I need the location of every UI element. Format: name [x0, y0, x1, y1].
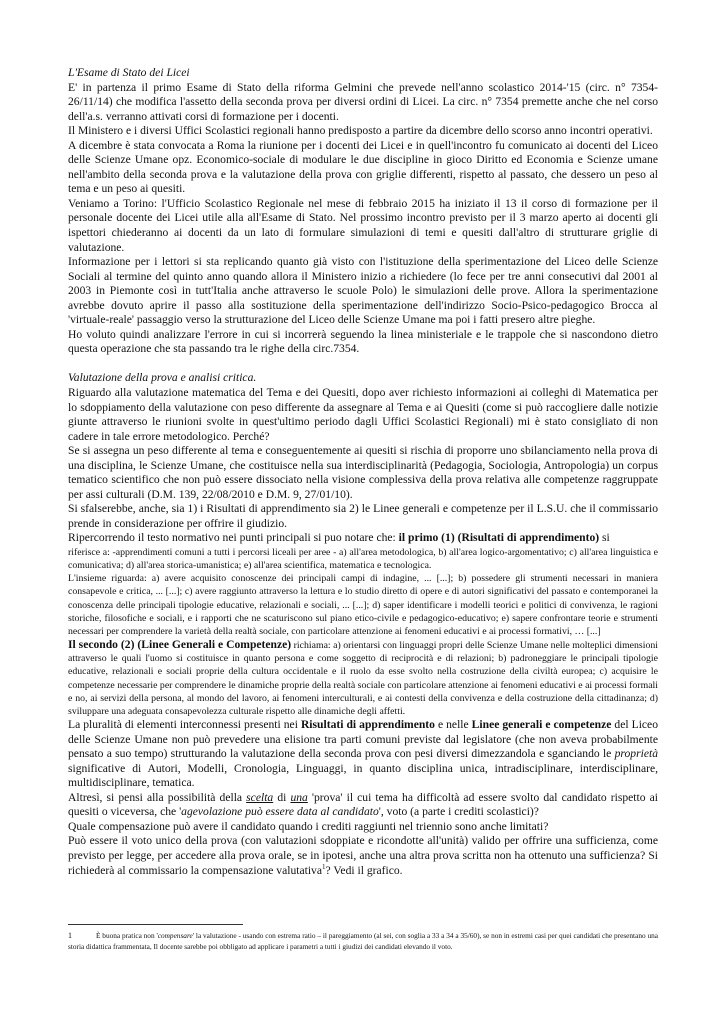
footnote-reference[interactable]: 1 — [322, 862, 326, 871]
section-heading-valutazione: Valutazione della prova e analisi critica. — [68, 371, 257, 385]
paragraph-ripercorrendo: Ripercorrendo il testo normativo nei punti principali si puo notare che: il primo (1) (Risultati di apprendimento) si — [68, 531, 610, 545]
paragraph-matematica: Riguardo alla valutazione matematica del Tema e dei Quesiti, dopo aver richiesto informazioni ai colleghi di Matematica per lo sdoppiamento della valutazione con peso differente da assegnare al Tema e ai Quesiti (come si può raccogliere dalle notizie giunte attraverso le riunioni svolte in quest'ultimo periodo dagli Uffici Scolastici Regionali) mi è stato consigliato di non cadere in tale errore metodologico. Perché? — [68, 385, 658, 443]
paragraph-voto-unico: Può essere il voto unico della prova (con valutazioni sdoppiate e ricondotte all'unità) valido per offrire una sufficienza, come previsto per legge, per accedere alla prova orale, se in ipotesi, anche una altra prova scritta non ha ottenuto una sufficienza? Si richiederà al commissario la compensazione valutativa$^1$? Vedi il grafico. — [68, 834, 658, 877]
paragraph-informazione: Informazione per i lettori si sta replicando quanto già visto con l'istituzione della sperimentazione del Liceo delle Scienze Sociali al termine del quinto anno quando allora il Ministero inizio a richiedere (lo fece per tre anni consecutivi dal 2001 al 2003 in Piemonte così in tutt'Italia anche attraverso le scuole Polo) le simulazioni delle prove. Allora la sperimentazione avrebbe dovuto aprire il passo alla sostituzione della sperimentazione dell'indirizzo Socio-Psico-pedagogico Brocca al 'virtuale-reale' passaggio verso la strutturazione del Liceo delle Scienze Umane ma poi i fatti presero altre pieghe. — [68, 255, 658, 327]
paragraph-errore: Ho voluto quindi analizzare l'errore in cui si incorrerà seguendo la linea ministeriale e le trappole che si nascondono dietro questa operazione che sta passando tra le righe della circ.7354. — [68, 327, 658, 356]
footnote-separator — [68, 924, 243, 925]
paragraph-compensazione: Quale compensazione può avere il candidato quando i crediti raggiunti nel triennio sono anche limitati? — [68, 819, 549, 833]
small-paragraph-insieme: L'insieme riguarda: a) avere acquisito conoscenze dei principali campi di indagine, ... [...]; b) possedere gli strumenti necessari in maniera consapevole e critica, ... [...]; c) avere raggiunto attraverso la lettura e lo studio diretto di opere e di autori significativi del passato e contemporanei la conoscenza delle principali tipologie educative, relazionali e sociali, ... [...]; d) saper identificare i modelli teorici e politici di convivenza, le ragioni storiche, filosofiche e sociali, e i rapporti che ne scaturiscono sul piano etico-civile e pedagogico-educativo; e) sapere confrontare teorie e strumenti necessari per comprendere la varietà della realtà sociale, con particolare attenzione ai fenomeni educativi e ai processi formativi, … [...] — [68, 573, 658, 637]
paragraph-ministero: Il Ministero e i diversi Uffici Scolastici regionali hanno predisposto a partire da dicembre dello scorso anno incontri operativi. — [68, 124, 653, 138]
footnote: 1 È buona pratica non 'compensare' la valutazione - usando con estrema ratio – il pareggiamento (al sei, con soglia a 33 a 34 a 35/60), se non in estremi casi per quei candidati che presentano una storia didattica frammentata, Il docente sarebbe poi obbligato ad applicare i parametri a tutti i giudizi dei candidati elevando il voto. — [68, 931, 658, 951]
paragraph-peso: Se si assegna un peso differente al tema e conseguentemente ai quesiti si rischia di proporre uno sbilanciamento nella prova di una disciplina, le Scienze Umane, che costituisce nella sua interdisciplinarità (Pedagogia, Sociologia, Antropologia) un corpus tematico scientifico che non può essere dissociato nella visione complessiva della prova relativa alle competenze raggruppate per assi culturali (D.M. 139, 22/08/2010 e D.M. 9, 27/01/10). — [68, 444, 658, 501]
document-body — [68, 66, 658, 878]
paragraph-torino: Veniamo a Torino: l'Ufficio Scolastico Regionale nel mese di febbraio 2015 ha iniziato il 13 il corso di formazione per il personale docente dei Licei utile alla all'Esame di Stato. Nel prossimo incontro previsto per il 3 marzo aperto ai docenti gli ispettori chiederanno ai docenti da un lato di formulare simulazioni di temi e quesiti dall'altro di strutturare griglie di valutazione. — [68, 196, 658, 254]
paragraph-dicembre: A dicembre è stata convocata a Roma la riunione per i docenti dei Licei e in quell'incontro fu comunicato ai docenti del Liceo delle Scienze Umane opz. Economico-sociale di modulare le due discipline in gioco Diritto ed Economia e Scienze umane nell'ambito della seconda prova e la valutazione della prova con griglie differenti, rispetto al passato, che dessero un peso al tema e un peso ai quesiti. — [68, 138, 658, 196]
spacer — [68, 357, 658, 372]
paragraph-intro: E' in partenza il primo Esame di Stato della riforma Gelmini che prevede nell'anno scolastico 2014-'15 (circ. n° 7354-26/11/14) che modifica l'assetto della seconda prova per diversi ordini di Licei. La circ. n° 7354 premette anche che nel corso dell'a.s. verranno attivati corsi di formazione per i docenti. — [68, 80, 658, 123]
paragraph-altresi: Altresì, si pensi alla possibilità della scelta di una 'prova' il cui tema ha difficoltà ad essere svolto dal candidato rispetto ai quesiti o viceversa, che 'agevolazione può essere data al candidato', voto (a parte i crediti scolastici)? — [68, 790, 658, 819]
footnote-number: 1 — [68, 931, 72, 940]
small-paragraph-aree: riferisce a: -apprendimenti comuni a tutti i percorsi liceali per aree - a) all'area metodologica, b) all'area logico-argomentativo; c) all'area linguistica e comunicativa; d) all'area storica-umanistica; e) all'area scientifica, matematica e tecnologica. — [68, 547, 658, 572]
section-heading-esame: L'Esame di Stato dei Licei — [68, 66, 190, 79]
paragraph-pluralita: La pluralità di elementi interconnessi presenti nei Risultati di apprendimento e nelle Linee generali e competenze del Liceo delle Scienze Umane non può prevedere una elisione tra parti comuni previste dal legislatore (che non aveva probabilmente pensato a suo tempo) strutturando la valutazione della seconda prova con pesi diversi dimezzandola e sganciando le proprietà significative di Autori, Modelli, Cronologia, Linguaggi, in quanto disciplina unica, intradisciplinare, interdisciplinare, multidisciplinare, tematica. — [68, 718, 659, 790]
small-paragraph-secondo: Il secondo (2) (Linee Generali e Competenze) richiama: a) orientarsi con linguaggi propri delle Scienze Umane nelle molteplici dimensioni attraverso le quali l'uomo si costituisce in quanto persona e come soggetto di reciprocità e di relazioni; b) padroneggiare le principali tipologie educative, relazionali e sociali proprie della cultura occidentale e il ruolo da esse svolto nella costruzione della civiltà europea; c) acquisire le competenze necessarie per comprendere le dinamiche proprie della realtà sociale con particolare attenzione ai fenomeni educativi e ai processi formali e no, ai servizi della persona, al mondo del lavoro, ai fenomeni interculturali, e ai contesti della convivenza e della costruzione della cittadinanza; d) sviluppare una adeguata consapevolezza culturale rispetto alle dinamiche degli affetti. — [68, 638, 658, 717]
paragraph-sfalserebbe: Si sfalserebbe, anche, sia 1) i Risultati di apprendimento sia 2) le Linee generali e competenze per il L.S.U. che il commissario prende in considerazione per offrire il giudizio. — [68, 502, 658, 530]
